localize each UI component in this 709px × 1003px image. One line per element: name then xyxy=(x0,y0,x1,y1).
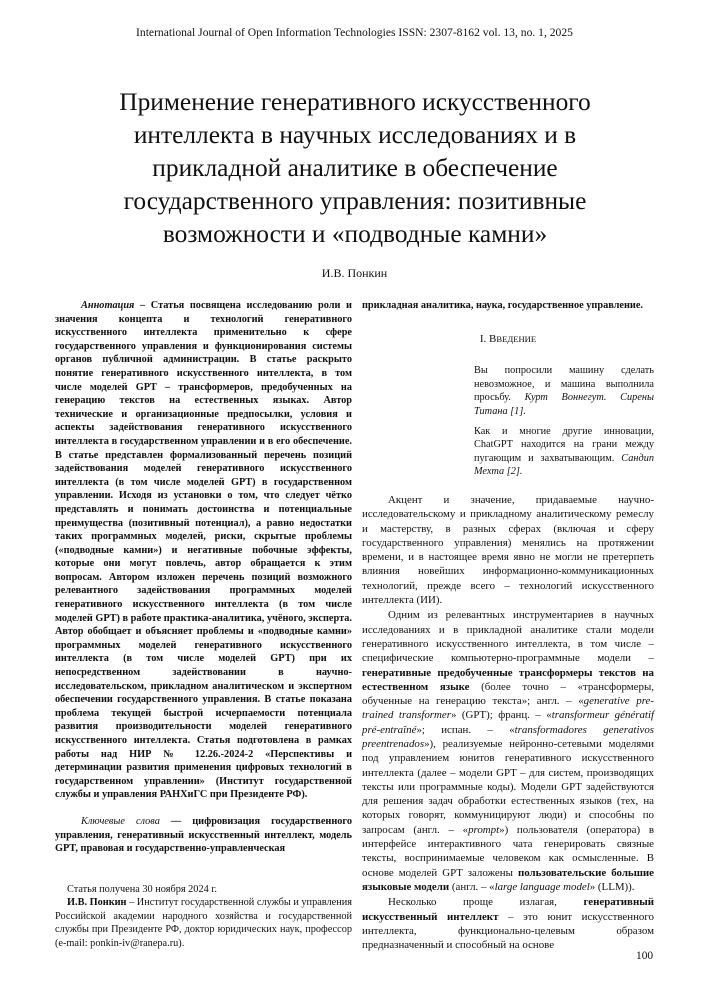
title-line: возможности и «подводные камни» xyxy=(162,220,548,248)
footnote-author-info: – Институт государственной службы и управления Российской академии народного хозяйства и государственной службы при Президенте РФ, доктор юридических наук, профессор (e-mail: ponkin-iv@ranepa.ru). xyxy=(55,897,352,949)
text-run: ») пользователя (оператора) в интерфейсе интерактивного чата генерировать связные тексты, воспринимаемые человеком как осмысленные. В основе моделей GPT заложены xyxy=(362,823,654,879)
text-run: (более точно – «трансформеры, обученные на генерацию текста»; англ. – « xyxy=(362,680,655,708)
abstract xyxy=(55,299,352,802)
bold-term: генеративные предобученные трансформеры текстов на естественном языке xyxy=(362,666,654,693)
article-title xyxy=(60,86,650,251)
text-run: » (LLM)). xyxy=(589,880,635,893)
epigraph-source: Курт Воннегут. Сирены Титана [1]. xyxy=(474,392,654,417)
body-paragraph xyxy=(362,895,654,952)
keywords-text: цифровизация государственного управления, генеративный искусственный интеллект, модель GPT, правовая и государственно-управленческая xyxy=(55,815,352,855)
bold-term: пользовательские большие языковые модели xyxy=(362,866,654,893)
bold-term: генеративный искусственный интеллект xyxy=(362,896,654,923)
epigraph xyxy=(474,425,654,479)
footnote-author-name: И.В. Понкин xyxy=(67,897,127,909)
body-paragraph xyxy=(362,608,654,894)
text-run: Одним из релевантных инструментариев в научных исследованиях и в прикладной аналитике стали модели генеративного искусственного интеллекта, в том числе – специфические компьютерно-программные модели – xyxy=(362,609,654,665)
journal-header: International Journal of Open Information Technologies ISSN: 2307-8162 vol. 13, no. 1, 2025 xyxy=(136,26,573,39)
text-run: » (GPT); франц. – « xyxy=(450,709,552,722)
keywords xyxy=(55,815,352,856)
author-name: И.В. Понкин xyxy=(321,266,388,280)
page-number: 100 xyxy=(636,950,654,962)
section-heading xyxy=(362,333,654,347)
title-line: интеллекта в научных исследованиях и в xyxy=(133,121,577,149)
text-run: »; испан. – « xyxy=(416,723,515,736)
title-line: Применение генеративного искусственного xyxy=(119,88,591,116)
epigraph xyxy=(474,364,654,418)
abstract-label: Аннотация xyxy=(81,300,135,311)
epigraph-text: Как и многие другие инновации, ChatGPT находится на грани между пугающим и захватывающим. xyxy=(474,425,654,464)
section-first-letter: В xyxy=(489,332,497,345)
italic-term: prompt xyxy=(468,823,500,836)
left-column xyxy=(55,299,352,856)
body-paragraph: Акцент и значение, придаваемые научно-исследовательскому и прикладному аналитическому ремеслу и мастерству, в разных сферах (включая и сферу государственного управления) менялись на протяжении времени, и в настоящее время явно не могли не претерпеть влияния новейших информационно-коммуникационных технологий, прежде всего – технологий искусственного интеллекта (ИИ). xyxy=(362,493,654,607)
italic-term: transformeur génératif pré-entraîné xyxy=(362,709,654,736)
footnote xyxy=(55,883,352,950)
text-run: Несколько проще излагая, xyxy=(388,896,584,909)
text-run: »), реализуемые нейронно-сетевыми моделями под управлением юнитов генеративного искусственного интеллекта (далее – модели GPT – для систем, производящих тексты или программные коды). Модели GPT задействуются для решения задач обработки естественных языков (тех, на которых говорят, коммуницируют люди) и способны по запросам (англ. – « xyxy=(362,737,654,836)
epigraph-source: Сандип Мехта [2]. xyxy=(474,452,654,478)
keywords-dash: — xyxy=(159,815,193,827)
author-affiliation xyxy=(55,896,352,950)
epigraph-text: Вы попросили машину сделать невозможное, и машина выполнила просьбу. xyxy=(474,365,654,404)
title-line: государственного управления: позитивные xyxy=(123,187,587,215)
abstract-text: Статья посвящена исследованию роли и значения концепта и технологий генеративного искусственного интеллекта применительно к сфере государственного управления и функционирования системы органов публичной администрации. В статье раскрыто понятие генеративного искусственного интеллекта, в том числе моделей GPT – трансформеров, предобученных на генерацию текстов на естественных языках. Автор технические и организационные предпосылки, условия и аспекты задействования генеративного искусственного интеллекта в государственном управлении и в его обеспечение. В статье представлен формализованный перечень позиций задействования моделей генеративного искусственного интеллекта (в том числе моделей GPT) в государственном управлении. Исходя из установки о том, что следует чётко представлять и понимать достоинства и потенциальные преимущества (позитивный потенциал), а равно недостатки таких программных моделей, риски, скрытые проблемы («подводные камни») и негативные побочные эффекты, которые они могут повлечь, автор обращается к этим вопросам. Автором изложен перечень позиций возможного релевантного задействования программных моделей генеративного искусственного интеллекта (в том числе моделей GPT) в работе практика-аналитика, учёного, эксперта. Автор обобщает и объясняет проблемы и «подводные камни» программных моделей генеративного искусственного интеллекта (в том числе моделей GPT) при их непосредственном задействовании в научно-исследовательском, прикладном аналитическом и экспертном обеспечении государственного управления. В статье показана проблема текущей быстрой исчерпаемости потенциала развития производительности моделей генеративного искусственного интеллекта. Статья подготовлена в рамках работы над НИР № 12.26.-2024-2 «Перспективы и детерминации развития применения цифровых технологий в государственном управлении» (Институт государственной службы и управления РАНХиГС при Президенте РФ). xyxy=(55,300,352,801)
text-run: (англ. – « xyxy=(449,880,495,893)
right-column xyxy=(362,299,654,952)
italic-term: large language model xyxy=(494,880,590,893)
text-run: – это юнит искусственного интеллекта, функционально-целевым образом предназначенный и способный на основе xyxy=(362,910,654,952)
abstract-dash: – xyxy=(134,300,151,311)
section-number: I. xyxy=(479,332,490,345)
keywords-label: Ключевые слова xyxy=(81,815,160,827)
keywords-continued: прикладная аналитика, наука, государственное управление. xyxy=(362,300,644,311)
received-date: Статья получена 30 ноября 2024 г. xyxy=(67,884,217,895)
section-title-rest: ВЕДЕНИЕ xyxy=(496,333,537,344)
italic-term: transformadores generativos preentrenados xyxy=(362,723,654,750)
italic-term: generative pre-trained transformer xyxy=(362,695,654,722)
title-line: прикладной аналитике в обеспечение xyxy=(152,154,558,182)
